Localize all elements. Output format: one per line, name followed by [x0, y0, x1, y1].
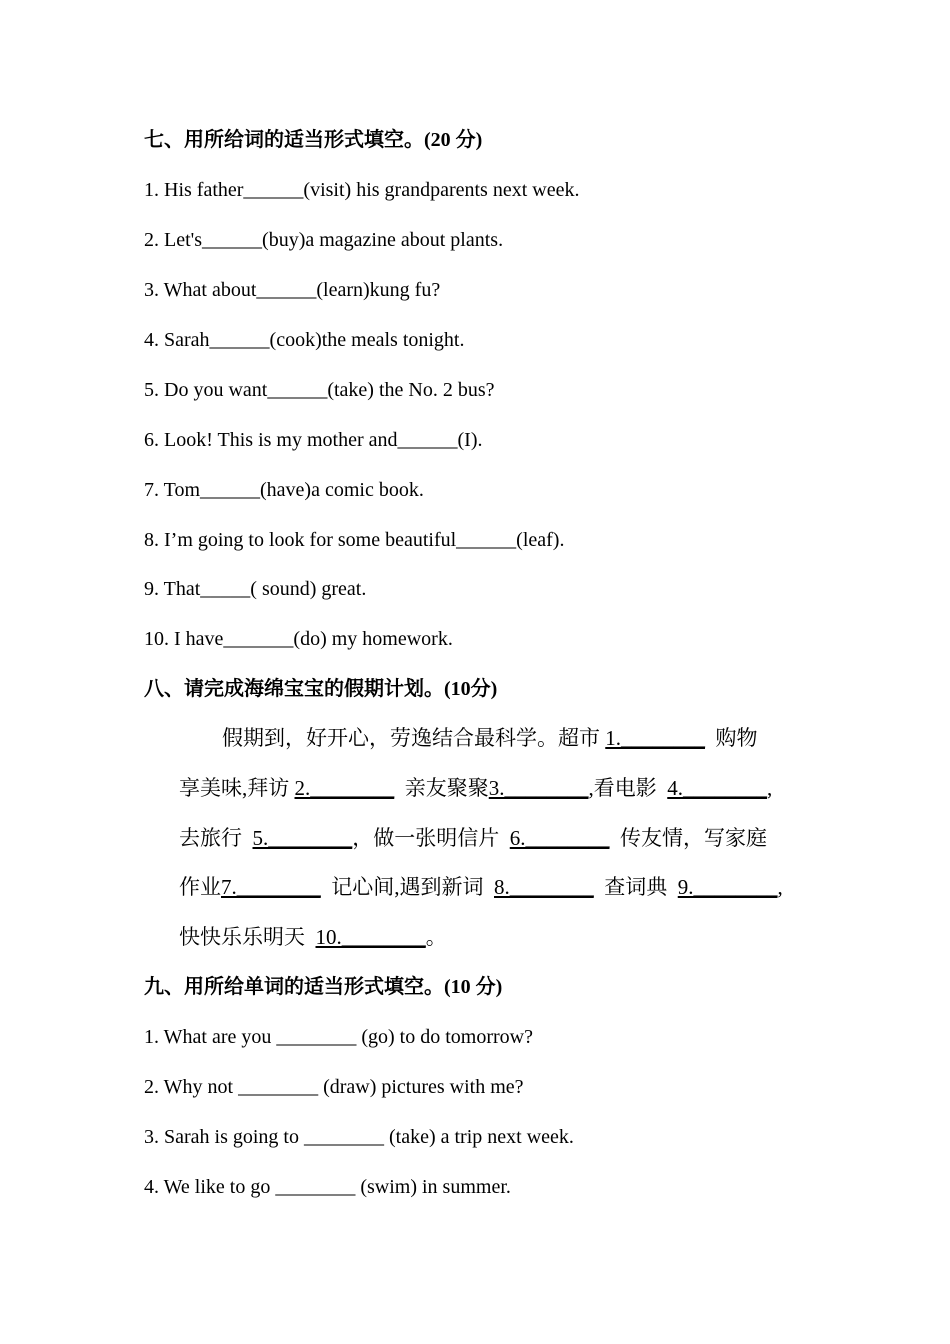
- blank-answer-line: 4.________: [667, 776, 767, 800]
- section7-item-1: 1. His father______(visit) his grandparents next week.: [144, 179, 580, 201]
- paragraph-text: ,: [777, 875, 783, 899]
- paragraph-text: ,: [767, 776, 773, 800]
- section7-item-2: 2. Let's______(buy)a magazine about plants.: [144, 229, 504, 251]
- paragraph-text: 作业: [179, 875, 221, 899]
- paragraph-text: 记心间,遇到新词: [320, 875, 494, 899]
- section9-item-2: 2. Why not ________ (draw) pictures with me?: [144, 1076, 524, 1098]
- section7-heading: 七、用所给词的适当形式填空。(20 分): [144, 129, 483, 151]
- blank-answer-line: 2.________: [294, 776, 395, 800]
- section9-item-4: 4. We like to go ________ (swim) in summer.: [144, 1176, 511, 1198]
- blank-answer-line: 6.________: [509, 826, 610, 850]
- blank-answer-line: 7.________: [221, 875, 321, 899]
- section8-paragraph-line-4: [179, 874, 783, 900]
- blank-answer-line: 10.________: [315, 925, 426, 949]
- section8-heading: 八、请完成海绵宝宝的假期计划。(10分): [144, 678, 498, 700]
- section7-item-10: 10. I have_______(do) my homework.: [144, 628, 453, 650]
- paragraph-text: 快快乐乐明天: [179, 925, 316, 949]
- section7-item-8: 8. I’m going to look for some beautiful______(leaf).: [144, 529, 565, 551]
- blank-answer-line: 9.________: [677, 875, 778, 899]
- paragraph-text: ,看电影: [588, 776, 668, 800]
- blank-answer-line: 3.________: [488, 776, 589, 800]
- section8-paragraph-line-1: [222, 725, 758, 751]
- paragraph-text: ，做一张明信片: [352, 826, 510, 850]
- section8-paragraph-line-2: [179, 775, 772, 801]
- paragraph-text: 查词典: [593, 875, 678, 899]
- section7-item-7: 7. Tom______(have)a comic book.: [144, 479, 424, 501]
- paragraph-text: 享美味,拜访: [179, 776, 295, 800]
- section9-item-1: 1. What are you ________ (go) to do tomorrow?: [144, 1026, 533, 1048]
- blank-answer-line: 1.________: [605, 726, 705, 750]
- blank-answer-line: 5.________: [252, 826, 353, 850]
- section8-paragraph-line-3: [179, 825, 767, 851]
- paragraph-text: 亲友聚聚: [394, 776, 489, 800]
- blank-answer-line: 8.________: [494, 875, 594, 899]
- paragraph-text: 传友情，写家庭: [609, 826, 767, 850]
- section8-paragraph-line-5: [179, 924, 447, 950]
- section7-item-5: 5. Do you want______(take) the No. 2 bus?: [144, 379, 495, 401]
- paragraph-text: 。: [425, 925, 447, 949]
- section7-item-4: 4. Sarah______(cook)the meals tonight.: [144, 329, 465, 351]
- section7-item-9: 9. That_____( sound) great.: [144, 578, 367, 600]
- section7-item-3: 3. What about______(learn)kung fu?: [144, 279, 441, 301]
- paragraph-text: 去旅行: [179, 826, 253, 850]
- section9-item-3: 3. Sarah is going to ________ (take) a trip next week.: [144, 1126, 574, 1148]
- paragraph-text: 购物: [705, 726, 758, 750]
- section9-heading: 九、用所给单词的适当形式填空。(10 分): [144, 976, 503, 998]
- section7-item-6: 6. Look! This is my mother and______(I).: [144, 429, 483, 451]
- paragraph-text: 假期到，好开心，劳逸结合最科学。超市: [222, 726, 606, 750]
